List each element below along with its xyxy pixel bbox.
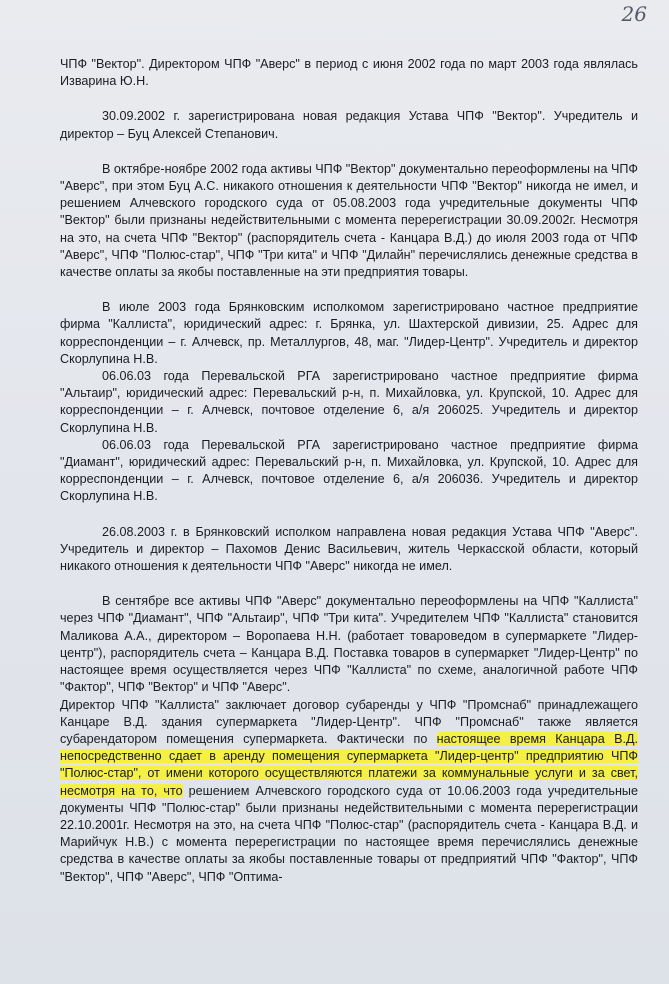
paragraph-5 (60, 368, 638, 437)
page-number: 26 (621, 2, 647, 26)
paragraph-3 (60, 161, 638, 281)
highlighted-text: настоящее время Канцара В.Д. непосредственно сдает в аренду помещения супермаркета "Лидер-центр" предприятию ЧПФ "Полюс-стар", от имени которого осуществляются платежи за коммунальные услуги и за свет, несмотря на то, что (60, 731, 638, 798)
paragraph-text: 06.06.03 года Перевальской РГА зарегистрировано частное предприятие фирма "Альтаир", юридический адрес: Перевальский р-н, п. Михайловка, ул. Крупской, 10. Адрес для корреспонденции – г. Алчевск, почтовое отделение 6, а/я 206025. Учредитель и директор Скорлупина Н.В. (60, 369, 638, 435)
paragraph-2 (60, 108, 638, 142)
paragraph-text-after: решением Алчевского городского суда от 10.06.2003 года учредительные документы ЧПФ "Полюс-стар" были признаны недействительными с момента перерегистрации 22.10.2001г. Несмотря на это, на счета ЧПФ "Полюс-стар" (распорядитель счета - Канцара В.Д. и Марийчук Н.В.) с момента перерегистрации по настоящее время перечислялись денежные средства в качестве оплаты за якобы поставленные товары от предприятий ЧПФ "Фактор", ЧПФ "Вектор", ЧПФ "Аверс", ЧПФ "Оптима- (60, 783, 638, 884)
paragraph-8 (60, 593, 638, 696)
paragraph-text: В сентябре все активы ЧПФ "Аверс" документально переоформлены на ЧПФ "Каллиста" через ЧПФ "Диамант", ЧПФ "Альтаир", ЧПФ "Три кита". Учредителем ЧПФ "Каллиста" становится Маликова А.А., директором – Воропаева Н.Н. (работает товароведом в супермаркете "Лидер-центр"), распорядитель счета – Канцара В.Д. Поставка товаров в супермаркет "Лидер-Центр" по настоящее время осуществляется через ЧПФ "Каллиста" по схеме, аналогичной работе ЧПФ "Фактор", ЧПФ "Вектор" и ЧПФ "Аверс". (60, 594, 638, 695)
paragraph-7 (60, 524, 638, 576)
paragraph-9 (60, 697, 638, 886)
document-body (60, 56, 638, 886)
paragraph-text: В октябре-ноябре 2002 года активы ЧПФ "Вектор" документально переоформлены на ЧПФ "Аверс", при этом Буц А.С. никакого отношения к деятельности ЧПФ "Вектор" никогда не имел, и решением Алчевского городского суда от 05.08.2003 года учредительные документы ЧПФ "Вектор" были признаны недействительными с момента перерегистрации 30.09.2002г. Несмотря на это, на счета ЧПФ "Вектор" (распорядитель счета - Канцара В.Д.) до июля 2003 года от ЧПФ "Аверс", ЧПФ "Полюс-стар", ЧПФ "Три кита" и ЧПФ "Дилайн" перечислялись денежные средства в качестве оплаты за якобы поставленные на эти предприятия товары. (60, 161, 638, 280)
paragraph-text: В июле 2003 года Брянковским исполкомом зарегистрировано частное предприятие фирма "Каллиста", юридический адрес: г. Брянка, ул. Шахтерской дивизии, 25. Адрес для корреспонденции – г. Алчевск, пр. Металлургов, 48, маг. "Лидер-Центр". Учредитель и директор Скорлупина Н.В. (60, 300, 638, 366)
paragraph-text: ЧПФ "Вектор". Директором ЧПФ "Аверс" в период с июня 2002 года по март 2003 года являлась Изварина Ю.Н. (60, 57, 638, 89)
paragraph-6 (60, 437, 638, 506)
paragraph-text-before: Директор ЧПФ "Каллиста" заключает договор субаренды у ЧПФ "Промснаб" принадлежащего Канцаре В.Д. здания супермаркета "Лидер-Центр". ЧПФ "Промснаб" также является субарендатором помещения супермаркета. Фактически по (60, 697, 638, 746)
paragraph-text: 30.09.2002 г. зарегистрирована новая редакция Устава ЧПФ "Вектор". Учредитель и директор – Буц Алексей Степанович. (60, 109, 638, 141)
paragraph-1 (60, 56, 638, 90)
paragraph-text: 26.08.2003 г. в Брянковский исполком направлена новая редакция Устава ЧПФ "Аверс". Учредитель и директор – Пахомов Денис Васильевич, житель Черкасской области, который никакого отношения к деятельности ЧПФ "Аверс" никогда не имел. (60, 524, 638, 574)
paragraph-4 (60, 299, 638, 368)
paragraph-text: 06.06.03 года Перевальской РГА зарегистрировано частное предприятие фирма "Диамант", юридический адрес: Перевальский р-н, п. Михайловка, ул. Крупской, 10. Адрес для корреспонденции – г. Алчевск, почтовое отделение 6, а/я 206036. Учредитель и директор Скорлупина Н.В. (60, 437, 638, 504)
